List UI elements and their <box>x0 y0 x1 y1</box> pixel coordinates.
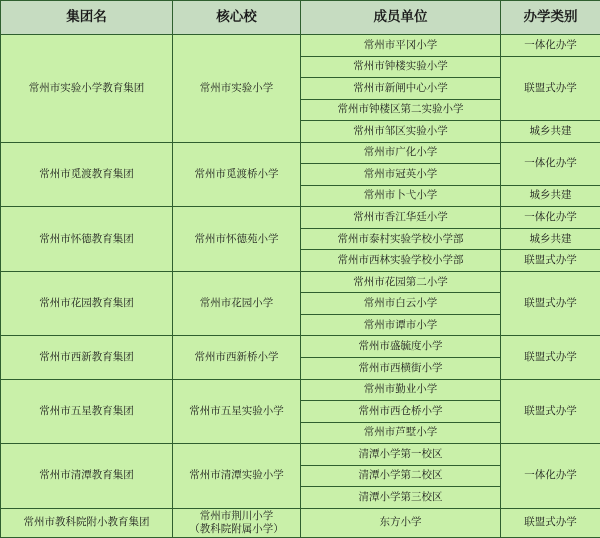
table-row <box>1 207 600 229</box>
header-group-name: 集团名 <box>1 1 173 35</box>
table-header <box>1 1 600 35</box>
group-name-cell: 常州市怀德教育集团 <box>1 207 173 272</box>
header-core-school: 核心校 <box>173 1 301 35</box>
member-unit-cell: 常州市新闸中心小学 <box>301 78 501 100</box>
table-body <box>1 35 600 538</box>
school-type-cell: 一体化办学 <box>501 444 600 509</box>
group-name-cell: 常州市觅渡教育集团 <box>1 142 173 207</box>
table-row <box>1 336 600 358</box>
member-unit-cell: 常州市西仓桥小学 <box>301 401 501 423</box>
group-name-cell: 常州市西新教育集团 <box>1 336 173 379</box>
member-unit-cell: 常州市芦墅小学 <box>301 422 501 444</box>
table-row <box>1 271 600 293</box>
core-school-line: 常州市怀德苑小学 <box>194 232 279 245</box>
core-school-cell <box>173 336 301 379</box>
member-unit-cell: 常州市广化小学 <box>301 142 501 164</box>
group-name-cell: 常州市花园教育集团 <box>1 271 173 336</box>
school-type-cell: 联盟式办学 <box>501 56 600 121</box>
core-school-line: 常州市荆川小学 <box>199 509 274 522</box>
school-type-cell: 城乡共建 <box>501 185 600 207</box>
core-school-cell <box>173 379 301 444</box>
member-unit-cell: 常州市勤业小学 <box>301 379 501 401</box>
header-member-units: 成员单位 <box>301 1 501 35</box>
core-school-line: 常州市清潭实验小学 <box>189 469 284 482</box>
member-unit-cell: 清潭小学第三校区 <box>301 487 501 509</box>
school-type-cell: 联盟式办学 <box>501 508 600 537</box>
school-type-cell: 一体化办学 <box>501 35 600 57</box>
school-type-cell: 联盟式办学 <box>501 250 600 272</box>
member-unit-cell: 常州市西横街小学 <box>301 357 501 379</box>
member-unit-cell: 常州市白云小学 <box>301 293 501 315</box>
school-type-cell: 联盟式办学 <box>501 271 600 336</box>
table-row <box>1 35 600 57</box>
core-school-cell <box>173 207 301 272</box>
member-unit-cell: 清潭小学第二校区 <box>301 465 501 487</box>
core-school-cell <box>173 142 301 207</box>
core-school-cell <box>173 508 301 537</box>
member-unit-cell: 常州市钟楼实验小学 <box>301 56 501 78</box>
school-type-cell: 一体化办学 <box>501 207 600 229</box>
member-unit-cell: 常州市钟楼区第二实验小学 <box>301 99 501 121</box>
member-unit-cell: 常州市香江华廷小学 <box>301 207 501 229</box>
member-unit-cell: 常州市泰村实验学校小学部 <box>301 228 501 250</box>
member-unit-cell: 常州市邹区实验小学 <box>301 121 501 143</box>
core-school-line: 常州市西新桥小学 <box>194 350 279 363</box>
member-unit-cell: 常州市冠英小学 <box>301 164 501 186</box>
member-unit-cell: 常州市卜弋小学 <box>301 185 501 207</box>
core-school-cell <box>173 271 301 336</box>
school-type-cell: 城乡共建 <box>501 228 600 250</box>
group-name-cell: 常州市五星教育集团 <box>1 379 173 444</box>
member-unit-cell: 常州市平冈小学 <box>301 35 501 57</box>
school-type-cell: 联盟式办学 <box>501 379 600 444</box>
school-type-cell: 一体化办学 <box>501 142 600 185</box>
core-school-line: 常州市觅渡桥小学 <box>194 167 279 180</box>
group-name-cell: 常州市教科院附小教育集团 <box>1 508 173 537</box>
core-school-line: 常州市五星实验小学 <box>189 404 284 417</box>
member-unit-cell: 常州市谭市小学 <box>301 314 501 336</box>
core-school-line: （教科院附属小学） <box>189 522 284 535</box>
member-unit-cell: 东方小学 <box>301 508 501 537</box>
school-type-cell: 城乡共建 <box>501 121 600 143</box>
member-unit-cell: 清潭小学第一校区 <box>301 444 501 466</box>
table-row <box>1 508 600 537</box>
core-school-cell <box>173 35 301 143</box>
table-row <box>1 379 600 401</box>
core-school-cell <box>173 444 301 509</box>
header-row <box>1 1 600 35</box>
core-school-line: 常州市花园小学 <box>199 297 274 310</box>
group-name-cell: 常州市实验小学教育集团 <box>1 35 173 143</box>
member-unit-cell: 常州市西林实验学校小学部 <box>301 250 501 272</box>
school-type-cell: 联盟式办学 <box>501 336 600 379</box>
table-row <box>1 142 600 164</box>
group-name-cell: 常州市清潭教育集团 <box>1 444 173 509</box>
member-unit-cell: 常州市花园第二小学 <box>301 271 501 293</box>
table-row <box>1 444 600 466</box>
member-unit-cell: 常州市盛毓度小学 <box>301 336 501 358</box>
core-school-line: 常州市实验小学 <box>199 81 274 94</box>
header-school-type: 办学类别 <box>501 1 600 35</box>
